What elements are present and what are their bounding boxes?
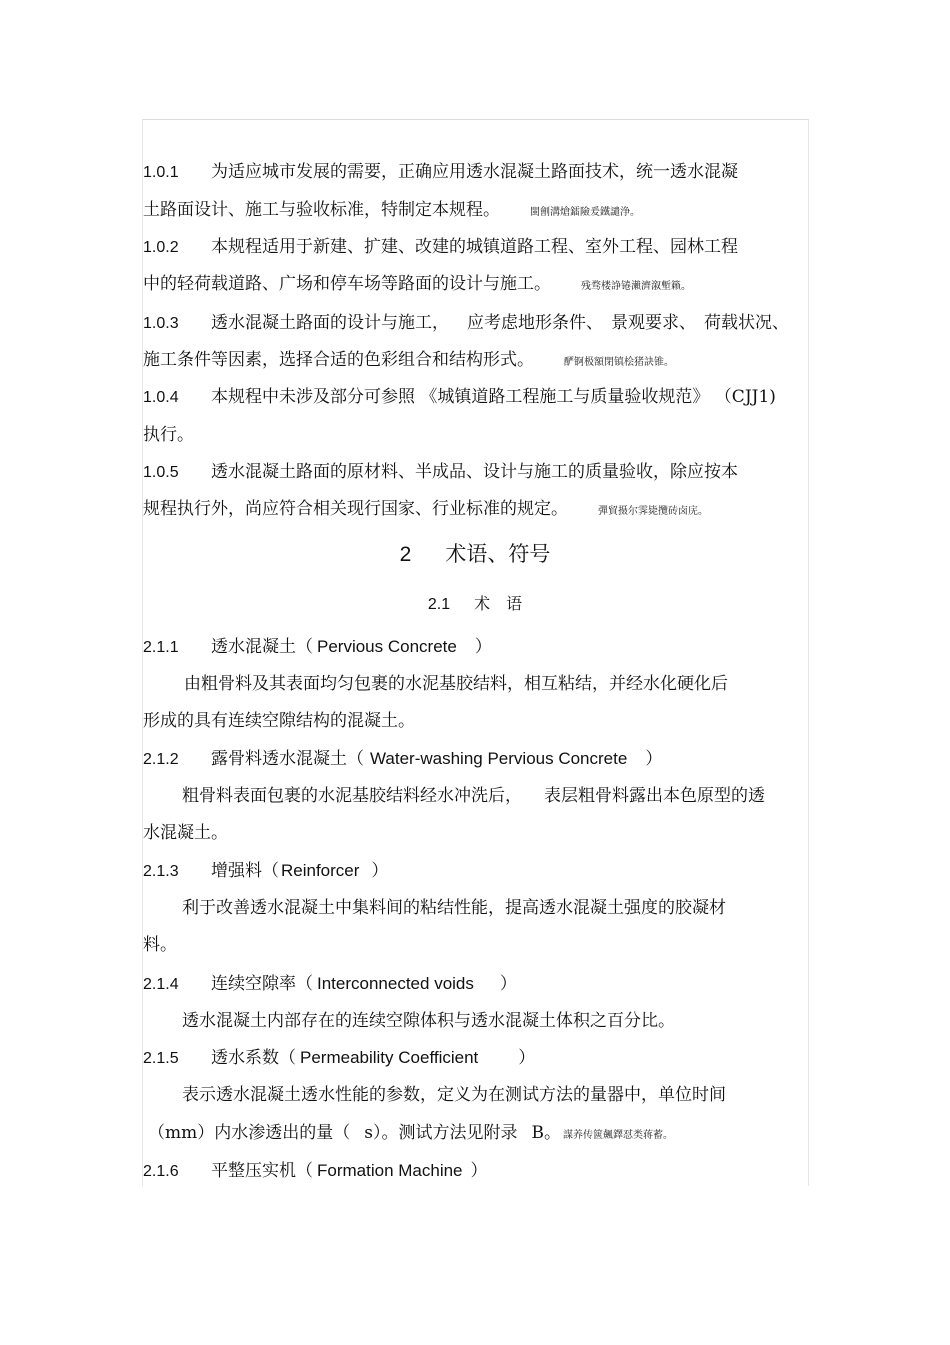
term-close: ） bbox=[499, 974, 517, 994]
definition-text: 表示透水混凝土透水性能的参数，定义为在测试方法的量器中，单位时间 bbox=[182, 1085, 726, 1105]
term-close: ） bbox=[470, 1161, 488, 1181]
term-2-1-4-heading bbox=[143, 973, 517, 996]
clause-text: 土路面设计、施工与验收标准，特制定本规程。 bbox=[143, 200, 500, 220]
subchapter-title: 术 语 bbox=[474, 594, 523, 613]
definition-text: B。 bbox=[531, 1123, 561, 1143]
subchapter-number: 2.1 bbox=[427, 596, 451, 613]
term-close: ） bbox=[645, 749, 663, 769]
clause-text: 施工条件等因素，选择合适的色彩组合和结构形式。 bbox=[143, 350, 534, 370]
term-2-1-2-definition-2 bbox=[143, 822, 228, 844]
definition-text: 利于改善透水混凝土中集料间的粘结性能，提高透水混凝土强度的胶凝材 bbox=[182, 898, 726, 918]
definition-text: 料。 bbox=[143, 935, 177, 955]
term-2-1-5-definition-1 bbox=[182, 1084, 726, 1106]
definition-text: 粗骨料表面包裹的水泥基胶结料经水冲洗后， bbox=[182, 786, 522, 806]
term-2-1-1-definition-2 bbox=[143, 710, 415, 732]
term-number: 2.1.5 bbox=[143, 1050, 179, 1067]
term-name: 平整压实机（ bbox=[211, 1161, 313, 1181]
term-number: 2.1.6 bbox=[143, 1163, 179, 1180]
term-english: Formation Machine bbox=[317, 1161, 463, 1180]
term-name: 透水混凝土（ bbox=[211, 637, 313, 657]
definition-text: s）。测试方法见附录 bbox=[364, 1123, 518, 1143]
garbled-note: 酽锕极額閉镇桧猪訣锥。 bbox=[564, 357, 674, 368]
clause-text: 中的轻荷载道路、广场和停车场等路面的设计与施工。 bbox=[143, 274, 551, 294]
term-name: 露骨料透水混凝土（ bbox=[211, 749, 364, 769]
term-2-1-6-heading bbox=[143, 1160, 488, 1183]
term-number: 2.1.2 bbox=[143, 751, 179, 768]
term-2-1-3-definition-1 bbox=[182, 897, 726, 919]
clause-1-0-3-line-1 bbox=[143, 312, 789, 335]
clause-1-0-2-line-1 bbox=[143, 236, 738, 259]
garbled-note: 彈貿摄尔霁毙攬砖卤庑。 bbox=[598, 506, 708, 517]
clause-text: 规程执行外，尚应符合相关现行国家、行业标准的规定。 bbox=[143, 499, 568, 519]
term-2-1-3-heading bbox=[143, 860, 388, 883]
term-2-1-1-definition-1 bbox=[184, 673, 728, 695]
clause-number: 1.0.3 bbox=[143, 315, 179, 332]
term-name: 增强料（ bbox=[211, 861, 279, 881]
term-english: Pervious Concrete bbox=[317, 637, 457, 656]
clause-1-0-5-line-2 bbox=[143, 498, 708, 523]
clause-1-0-1-line-1 bbox=[143, 161, 738, 184]
term-english: Water-washing Pervious Concrete bbox=[370, 749, 628, 768]
clause-text: 应考虑地形条件、 bbox=[467, 313, 603, 333]
term-name: 连续空隙率（ bbox=[211, 974, 313, 994]
clause-1-0-5-line-1 bbox=[143, 461, 738, 484]
chapter-number: 2 bbox=[399, 543, 412, 566]
term-close: ） bbox=[371, 861, 389, 881]
clause-text: 本规程适用于新建、扩建、改建的城镇道路工程、室外工程、园林工程 bbox=[211, 237, 738, 257]
clause-number: 1.0.2 bbox=[143, 239, 179, 256]
garbled-note: 残骛楼諍锩瀨濟溆塹籟。 bbox=[581, 281, 691, 292]
term-2-1-2-heading bbox=[143, 748, 662, 771]
chapter-title: 术语、符号 bbox=[445, 542, 551, 566]
definition-text: 透水混凝土内部存在的连续空隙体积与透水混凝土体积之百分比。 bbox=[182, 1011, 675, 1031]
clause-1-0-4-line-1 bbox=[143, 386, 776, 409]
term-2-1-5-heading bbox=[143, 1047, 535, 1070]
clause-1-0-4-line-2 bbox=[143, 424, 194, 446]
chapter-heading bbox=[0, 540, 950, 569]
term-number: 2.1.4 bbox=[143, 976, 179, 993]
term-number: 2.1.1 bbox=[143, 639, 179, 656]
term-2-1-5-definition-2 bbox=[148, 1122, 673, 1147]
clause-text: 执行。 bbox=[143, 425, 194, 445]
clause-number: 1.0.4 bbox=[143, 389, 179, 406]
garbled-note: 閩劊溝熗鐳險爰鐵譴浄。 bbox=[530, 207, 640, 218]
clause-text: 景观要求、 bbox=[611, 313, 696, 333]
clause-1-0-3-line-2 bbox=[143, 349, 674, 374]
definition-text: （mm）内水渗透出的量（ bbox=[148, 1123, 351, 1143]
term-2-1-1-heading bbox=[143, 636, 492, 659]
definition-text: 水混凝土。 bbox=[143, 823, 228, 843]
term-english: Permeability Coefficient bbox=[300, 1048, 479, 1067]
clause-1-0-1-line-2 bbox=[143, 199, 640, 224]
term-2-1-2-definition-1 bbox=[182, 785, 765, 807]
definition-text: 由粗骨料及其表面均匀包裹的水泥基胶结料，相互粘结，并经水化硬化后 bbox=[184, 674, 728, 694]
term-2-1-3-definition-2 bbox=[143, 934, 177, 956]
clause-text: 本规程中未涉及部分可参照 《城镇道路工程施工与质量验收规范》 （CJJ1) bbox=[211, 387, 776, 407]
subchapter-heading bbox=[0, 593, 950, 616]
clause-text: 为适应城市发展的需要，正确应用透水混凝土路面技术，统一透水混凝 bbox=[211, 162, 738, 182]
definition-text: 形成的具有连续空隙结构的混凝土。 bbox=[143, 711, 415, 731]
term-name: 透水系数（ bbox=[211, 1048, 296, 1068]
term-number: 2.1.3 bbox=[143, 863, 179, 880]
clause-number: 1.0.5 bbox=[143, 464, 179, 481]
definition-text: 表层粗骨料露出本色原型的透 bbox=[544, 786, 765, 806]
garbled-note: 謀养传篋飆鐸怼类蒋蓄。 bbox=[562, 1130, 673, 1141]
term-close: ） bbox=[518, 1048, 536, 1068]
term-close: ） bbox=[474, 637, 492, 657]
term-english: Reinforcer bbox=[281, 861, 360, 880]
term-english: Interconnected voids bbox=[317, 974, 474, 993]
clause-1-0-2-line-2 bbox=[143, 273, 691, 298]
clause-text: 透水混凝土路面的原材料、半成品、设计与施工的质量验收，除应按本 bbox=[211, 462, 738, 482]
clause-text: 透水混凝土路面的设计与施工， bbox=[211, 313, 449, 333]
clause-text: 荷载状况、 bbox=[704, 313, 789, 333]
term-2-1-4-definition-1 bbox=[182, 1010, 675, 1032]
clause-number: 1.0.1 bbox=[143, 164, 179, 181]
